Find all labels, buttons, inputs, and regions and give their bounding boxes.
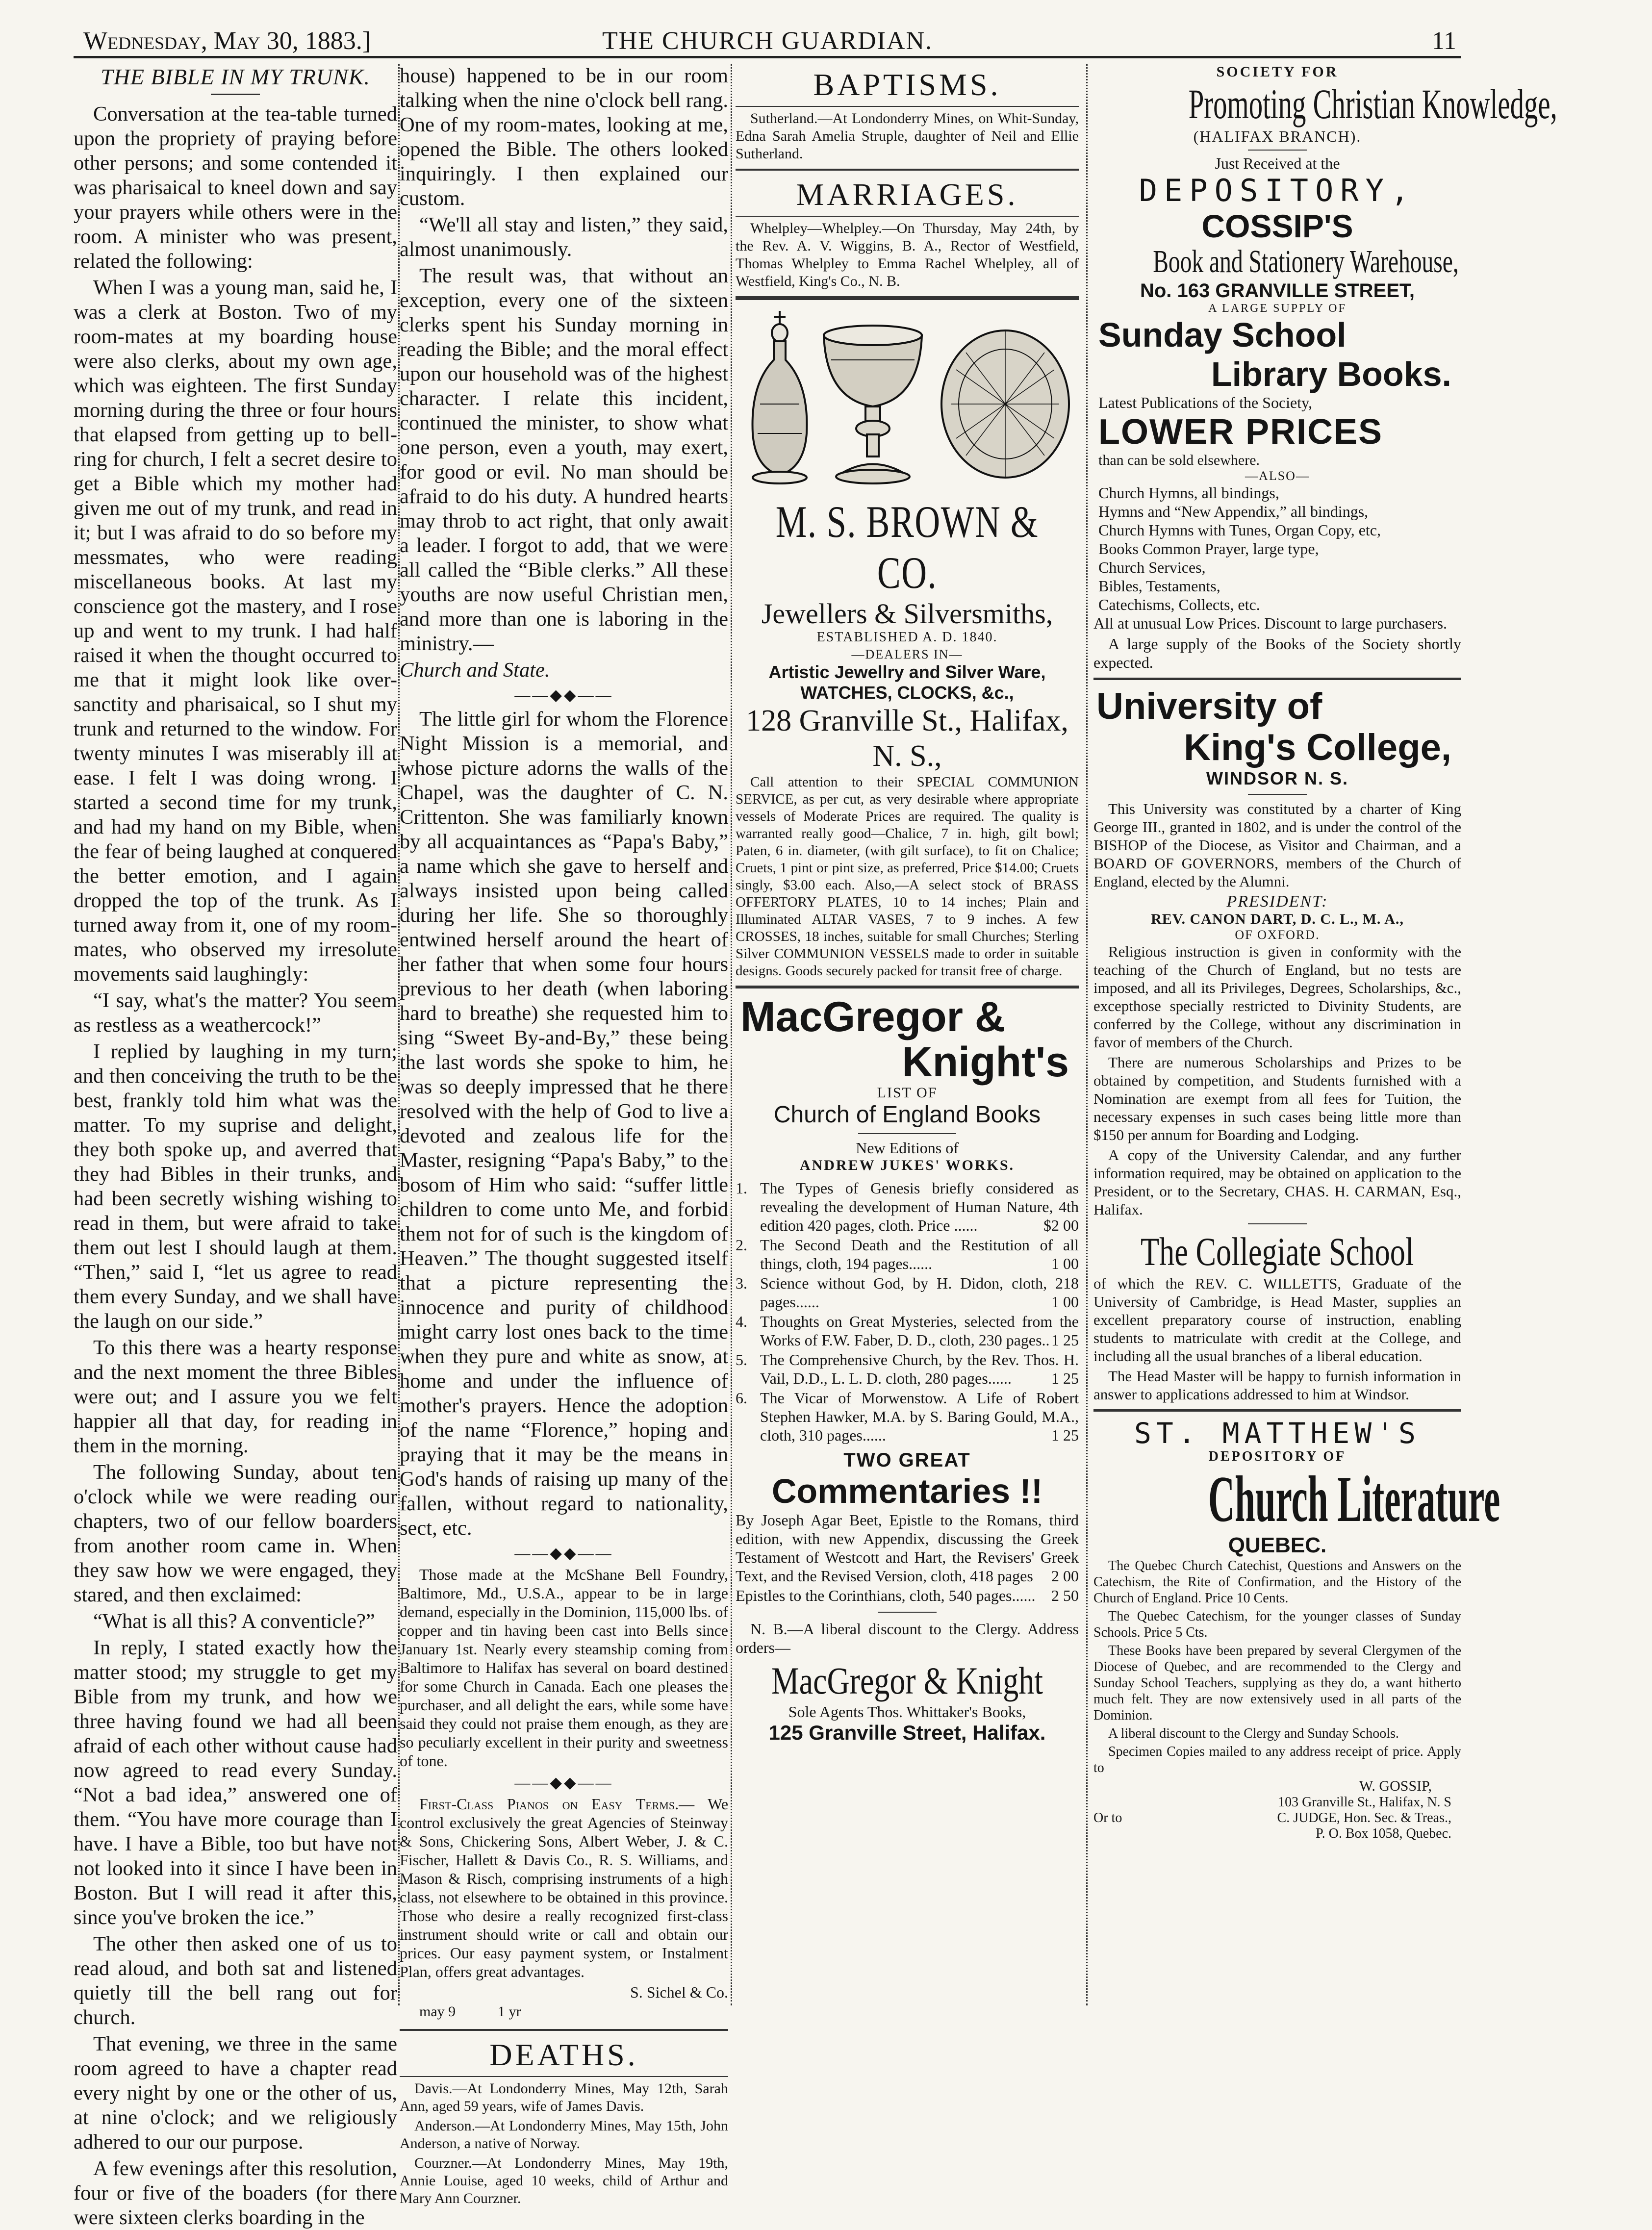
divider [736, 106, 1079, 107]
book-number: 2. [736, 1236, 747, 1254]
divider [400, 2076, 728, 2077]
masthead-title: THE CHURCH GUARDIAN. [602, 27, 933, 55]
ornament: ——◆◆—— [514, 1544, 613, 1562]
spck-just: Just Received at the [1215, 154, 1340, 172]
spck-address: No. 163 GRANVILLE STREET, [1140, 280, 1415, 302]
article-paragraph: A few evenings after this resolution, four or five of the boaders (for there were sixteen clerks boarding in the [74, 2157, 397, 2229]
book-title: Science without God, by H. Didon, cloth, 218 pages...... [760, 1274, 1079, 1311]
book-title: The Types of Genesis briefly considered as revealing the development of Human Nature, 4th edition 420 pages, cloth. Price ...... [760, 1179, 1079, 1234]
spck-lower: LOWER PRICES [1098, 412, 1383, 452]
kings-p2: Religious instruction is given in conformity with the teaching of the Church of England, but no tests are imposed, and all its Privileges, Degrees, Scholarships, &c., excepthose specially restricted to Divinity Students, are conferred by the College, without any discrimination in favor of members of the Church. [1093, 943, 1461, 1051]
divider [1248, 794, 1307, 795]
pianos-note-right: 1 yr [498, 2003, 521, 2020]
stmatthew-contact3: C. JUDGE, Hon. Sec. & Treas., [1277, 1810, 1451, 1825]
book-number: 5. [736, 1351, 747, 1368]
stmatthew-heading: ST. MATTHEW'S [1134, 1417, 1421, 1450]
book-number: 1. [736, 1179, 747, 1197]
spck-cossips: COSSIP'S [1201, 208, 1353, 244]
spck-item: Church Hymns, all bindings, [1098, 484, 1279, 502]
kings-president-label: PRESIDENT: [1226, 892, 1328, 911]
macgregor-signature: MacGregor & Knight [771, 1659, 1043, 1702]
article-paragraph: The result was, that without an exception, every one of the sixteen clerks spent his Sunday morning in reading the Bible; and the moral effect upon our household was of the highest character. I relate this incident, continued the minister, to show what one person, even a youth, may exert, for good or evil. No man should be afraid to do his duty. A hundred hearts may throb to act right, that only await a leader. I forgot to add, that we were all called the “Bible clerks.” All these youths are now useful Christian men, and more than one is laboring in the ministry.— [400, 264, 728, 655]
book-item [736, 1236, 1079, 1273]
masthead-date: Wednesday, May 30, 1883.] [83, 27, 371, 55]
collegiate-p2: The Head Master will be happy to furnish information in answer to applications addressed to him at Windsor. [1093, 1368, 1461, 1403]
book-title: The Comprehensive Church, by the Rev. Thos. H. Vail, D.D., L. L. D. cloth, 280 pages...... [760, 1351, 1079, 1387]
article-paragraph: I replied by laughing in my turn; and then conceiving the truth to be the best, frankly told him what was the matter. To my suprise and delight, they both spoke up, and averred that they had Bibles in their trunks, and had been secretly wishing wishing to read in them, but were afraid to take them out lest I should laugh at them. “Then,” said I, “let us agree to read them every Sunday, and we shall have the laugh on our side.” [74, 1040, 397, 1333]
death-entry: Courzner.—At Londonderry Mines, May 19th, Annie Louise, aged 10 weeks, child of Arthur and Mary Ann Courzner. [400, 2155, 728, 2206]
column-3 [736, 64, 1079, 2005]
collegiate-p1: of which the REV. C. WILLETTS, Graduate of the University of Cambridge, is Head Master, supplies an excellent preparatory course of instruction, enabling students to matriculate with credit at the College, and including all the usual branches of a liberal education. [1093, 1275, 1461, 1365]
divider [1093, 1409, 1461, 1412]
bells-paragraph: Those made at the McShane Bell Foundry, Baltimore, Md., U.S.A., appear to be in large demand, especially in the Dominion, 115,000 lbs. of copper and tin having been cast into Bells since January 1st. Nearly every steamship coming from Baltimore to Halifax has several on board destined for some Church in Canada. Each one pleases the purchaser, and all delight the ears, while some have said they could not praise them enough, as they are so peculiarly excellent in their purity and sweetness of tone. [400, 1566, 728, 1770]
book-number: 3. [736, 1274, 747, 1292]
kings-p4: A copy of the University Calendar, and any further information required, may be obtained on application to the President, or to the Secretary, CHAS. H. CARMAN, Esq., Halifax. [1093, 1146, 1461, 1218]
divider [211, 94, 260, 95]
baptism-entry: Sutherland.—At Londonderry Mines, on Whit-Sunday, Edna Sarah Amelia Struple, daughter of Neil and Ellie Sutherland. [736, 110, 1079, 162]
article-paragraph: The other then asked one of us to read aloud, and both sat and listened quietly till the bell rang out for church. [74, 1932, 397, 2029]
marriage-entry: Whelpley—Whelpley.—On Thursday, May 24th, by the Rev. A. V. Wiggins, B. A., Rector of Westfield, Thomas Whelpley to Emma Rachel Whelpley, all of Westfield, King's Co., N. B. [736, 220, 1079, 289]
spck-branch: (HALIFAX BRANCH). [1193, 127, 1362, 145]
book-title: The Second Death and the Restitution of all things, cloth, 194 pages...... [760, 1236, 1079, 1272]
spck-latest: Latest Publications of the Society, [1098, 394, 1313, 411]
pianos-paragraph: We control exclusively the great Agencies of Steinway & Sons, Chickering Sons, Albert Weber, J. & C. Fischer, Hallett & Davis Co., R. S. Williams, and Mason & Risch, comprising instruments of a high class, not elsewhere to be obtained in this province. Those who desire a really recognized first-class instrument should write or call and obtain our prices. Our easy payment system, or Instalment Plan, offers great advantages. [400, 1795, 729, 1980]
spck-society-for: SOCIETY FOR [1216, 64, 1339, 80]
stmatthew-place: QUEBEC. [1228, 1533, 1327, 1557]
macgregor-editions: New Editions of [856, 1139, 959, 1157]
spck-library: Library Books. [1211, 355, 1451, 393]
book-price: 1 00 [1051, 1293, 1079, 1311]
article-paragraph: “What is all this? A conventicle?” [93, 1610, 375, 1633]
spck-item: Books Common Prayer, large type, [1098, 540, 1319, 558]
article-source: Church and State. [400, 659, 550, 682]
divider [736, 169, 1079, 171]
book-title: The Vicar of Morwenstow. A Life of Robert Stephen Hawker, M.A. by S. Baring Gould, M.A., cloth, 310 pages...... [760, 1389, 1079, 1444]
florence-paragraph: The little girl for whom the Florence Night Mission is a memorial, and whose picture adorns the walls of the Chapel, was the daughter of C. N. Crittenton. She was familiarly known by all acquaintances as “Papa's Baby,” a name which she gave to herself and always insisted upon being called during her life. She so thoroughly entwined herself around the heart of her father that when some four hours previous to her death (when laboring hard to breathe) she requested him to sing “Sweet By-and-By,” these being the last words she spoke to him, he was so deeply impressed that he there resolved with the help of God to live a devoted and zealous life for the Master, resigning “Papa's Baby,” to the bosom of Him who said: “suffer little children to come unto Me, and forbid them not for of such is the kingdom of Heaven.” The thought suggested itself that a picture representing the innocence and purity of childhood might carry lost ones back to the time when they pure and white as snow, at home and under the influence of mother's prayers. Hence the adoption of the name “Florence,” hoping and praying that it may be the means in God's hands of raising up many of the fallen, without regard to nationality, sect, etc. [400, 708, 728, 1540]
brown-established: ESTABLISHED A. D. 1840. [816, 630, 998, 645]
pianos-lead: First-Class Pianos on Easy Terms.— [419, 1795, 695, 1813]
macgregor-agents: Sole Agents Thos. Whittaker's Books, [788, 1703, 1026, 1721]
spck-bookware: Book and Stationery Warehouse, [1153, 244, 1459, 279]
book-item [736, 1389, 1079, 1444]
book-list [736, 1179, 1079, 1444]
ornament: ——◆◆—— [514, 686, 613, 704]
column-4 [1093, 64, 1557, 2005]
book-title: Thoughts on Great Mysteries, selected from the Works of F.W. Faber, D. D., cloth, 230 pages.. [760, 1313, 1079, 1349]
spck-sunday: Sunday School [1098, 316, 1347, 354]
two-great: TWO GREAT [843, 1449, 971, 1471]
article-paragraph: In reply, I stated exactly how the matter stood; my struggle to get my Bible from my trunk, and how we three having found we had all been afraid of each other without cause had now agreed to read every Sunday. “Not a bad idea,” answered one of them. “You have more courage than I have. I have a Bible, too but have not not looked into it since I have been in Boston. But I will read it after this, since you've broken the ice.” [74, 1636, 397, 1929]
page-number: 11 [1431, 27, 1456, 55]
book-number: 6. [736, 1389, 747, 1407]
article-paragraph: “I say, what's the matter? You seem as restless as a weathercock!” [74, 989, 397, 1037]
kings-p1: This University was constituted by a charter of King George III., granted in 1802, and is under the control of the BISHOP of the Diocese, as Visitor and Chairman, and a BOARD OF GOVERNORS, members of the Church of England, elected by the Alumni. [1093, 800, 1461, 890]
commentary2-price: 2 50 [1051, 1587, 1079, 1604]
spck-large: A LARGE SUPPLY OF [1208, 302, 1347, 315]
masthead [74, 25, 1461, 58]
article-paragraph: That evening, we three in the same room agreed to have a chapter read every night by one or the other of us, at nine o'clock; and we religiously adhered to our our purpose. [74, 2032, 397, 2154]
commentary-text: By Joseph Agar Beet, Epistle to the Romans, third edition, with new Appendix, discussing the Greek Testament of Westcott and Hart, the Revisers' Greek Text, and the Revised Version, cloth, 418 pages [736, 1511, 1079, 1585]
book-item [736, 1312, 1079, 1349]
stmatthew-contact2: 103 Granville St., Halifax, N. S [1278, 1795, 1451, 1810]
stmatthew-depository: DEPOSITORY OF [1208, 1449, 1347, 1464]
death-entry: Davis.—At Londonderry Mines, May 12th, Sarah Ann, aged 59 years, wife of James Davis. [400, 2080, 728, 2114]
article-paragraph: “We'll all stay and listen,” they said, almost unanimously. [400, 213, 728, 261]
stmatthew-lit: Church Literature [1208, 1463, 1500, 1535]
pianos-note-left: may 9 [419, 2003, 456, 2020]
spck-depository: DEPOSITORY, [1139, 173, 1416, 208]
pianos-signature: S. Sichel & Co. [630, 1983, 728, 2001]
deaths-heading: DEATHS. [489, 2037, 638, 2072]
macgregor-subject: Church of England Books [773, 1102, 1041, 1128]
divider [858, 1133, 956, 1134]
spck-item: Catechisms, Collects, etc. [1098, 596, 1260, 613]
book-price: $2 00 [1043, 1216, 1079, 1234]
macgregor-name2: Knight's [902, 1039, 1069, 1086]
article-paragraph: Conversation at the tea-table turned upon the propriety of praying before other persons; and some contended it was pharisaical to kneel down and say your prayers while others were in the room. A minister who was present, related the following: [74, 102, 397, 273]
book-price: 1 25 [1051, 1331, 1079, 1349]
marriages-heading: MARRIAGES. [796, 177, 1018, 212]
brown-line2: WATCHES, CLOCKS, &c., [800, 683, 1014, 703]
spck-item: Hymns and “New Appendix,” all bindings, [1098, 503, 1369, 520]
spck-promoting: Promoting Christian Knowledge, [1188, 80, 1557, 127]
book-number: 4. [736, 1313, 747, 1330]
article-paragraph: To this there was a hearty response and the next moment the three Bibles were out; and I assure you we felt happier all that day, for reading in them in the morning. [74, 1336, 397, 1457]
brown-dealers: —DEALERS IN— [851, 647, 963, 661]
divider [1093, 678, 1461, 680]
brown-name: M. S. BROWN & CO. [775, 497, 1039, 598]
macgregor-note: N. B.—A liberal discount to the Clergy. Address orders— [736, 1620, 1079, 1656]
commentary2-text: Epistles to the Corinthians, cloth, 540 pages...... [736, 1587, 1036, 1604]
stmatthew-p2: The Quebec Catechism, for the younger classes of Sunday Schools. Price 5 Cts. [1093, 1609, 1461, 1640]
divider [736, 296, 1079, 300]
macgregor-name1: MacGregor & [740, 993, 1006, 1040]
kings-p3: There are numerous Scholarships and Prizes to be obtained by competition, and Students furnished with a Nomination are exempt from all fees for Tuition, the necessary expenses in such cases being little more than $150 per annum for Boarding and Lodging. [1093, 1054, 1461, 1143]
kings-place: WINDSOR N. S. [1206, 768, 1348, 788]
divider [736, 986, 1079, 988]
stmatthew-p3: These Books have been prepared by several Clergymen of the Diocese of Quebec, and are recommended to the Clergy and Sunday School Teachers, supplying as they do, a want hitherto much felt. They are now extensively used in all parts of the Dominion. [1093, 1643, 1461, 1723]
stmatthew-p5: Specimen Copies mailed to any address receipt of price. Apply to [1093, 1744, 1461, 1775]
spck-supply: A large supply of the Books of the Society shortly expected. [1093, 635, 1461, 671]
column-rule [1086, 64, 1088, 2005]
ornament: ——◆◆—— [514, 1774, 613, 1791]
article-paragraph: When I was a young man, said he, I was a clerk at Boston. Two of my room-mates at my boarding house were also clerks, about my own age, which was eighteen. The first Sunday morning during the three or four hours that elapsed from getting up to bell-ring for church, I felt a secret desire to get a Bible which my mother had given me out of my trunk, and read in it; but I was afraid to do so before my messmates, who were reading miscellaneous books. At last my conscience got the mastery, and I rose up and went to my trunk. I had half raised it when the thought occurred to me that it might look like over-sanctity and pharisaical, so I shut my trunk and returned to the window. For twenty minutes I was miserably ill at ease. I felt I was doing wrong. I started a second time for my trunk, and had my hand on my Bible, when the fear of being laughed at conquered the better emotion, and I again dropped the top of the trunk. As I turned away from it, one of my room-mates, who observed my irresolute movements said laughingly: [74, 276, 397, 986]
kings-university: University of [1096, 685, 1322, 727]
spck-low: All at unusual Low Prices. Discount to large purchasers. [1093, 614, 1448, 632]
death-entry: Anderson.—At Londonderry Mines, May 15th, John Anderson, a native of Norway. [400, 2118, 728, 2152]
stmatthew-contact4: P. O. Box 1058, Quebec. [1316, 1826, 1451, 1841]
book-price: 1 25 [1051, 1426, 1079, 1444]
book-item [736, 1179, 1079, 1235]
kings-president: REV. CANON DART, D. C. L., M. A., [1151, 911, 1404, 927]
brown-trade: Jewellers & Silversmiths, [761, 598, 1053, 630]
brown-address: 128 Granville St., Halifax, N. S., [746, 704, 1068, 773]
stmatthew-p1: The Quebec Church Catechist, Questions and Answers on the Catechism, the Rite of Confirmation, and the History of the Church of England. Price 10 Cents. [1093, 1558, 1461, 1606]
kings-oxford: OF OXFORD. [1235, 928, 1320, 942]
brown-line1: Artistic Jewellry and Silver Ware, [768, 662, 1046, 682]
spck-item: Church Services, [1098, 558, 1206, 576]
article-title: THE BIBLE IN MY TRUNK. [101, 64, 370, 89]
divider [736, 216, 1079, 217]
spck-item-list [1093, 483, 1461, 614]
spck-item: Bibles, Testaments, [1098, 577, 1220, 595]
book-item [736, 1274, 1079, 1311]
divider [400, 2029, 728, 2031]
spck-than: than can be sold elsewhere. [1098, 452, 1260, 468]
commentary-price: 2 00 [1051, 1567, 1079, 1585]
divider [878, 1612, 937, 1613]
spck-item: Church Hymns with Tunes, Organ Copy, etc, [1098, 521, 1381, 539]
divider [1248, 1223, 1307, 1224]
book-price: 1 25 [1051, 1369, 1079, 1387]
column-1 [74, 64, 397, 2229]
collegiate-heading: The Collegiate School [1141, 1229, 1414, 1274]
stmatthew-p4: A liberal discount to the Clergy and Sunday Schools. [1108, 1726, 1399, 1741]
commentaries-heading: Commentaries !! [771, 1472, 1043, 1510]
macgregor-author: ANDREW JUKES' WORKS. [799, 1157, 1015, 1173]
macgregor-listof: LIST OF [877, 1085, 938, 1101]
kings-college: King's College, [1184, 727, 1451, 768]
column-2 [400, 64, 729, 2206]
spck-also: —ALSO— [1245, 469, 1310, 483]
baptisms-heading: BAPTISMS. [813, 67, 1001, 102]
macgregor-address: 125 Granville Street, Halifax. [768, 1721, 1046, 1744]
book-price: 1 00 [1051, 1255, 1079, 1272]
divider [1248, 150, 1307, 151]
stmatthew-contact1: W. GOSSIP, [1359, 1778, 1432, 1794]
article-paragraph: The following Sunday, about ten o'clock while we were reading our chapters, two of our fellow boarders from another room came in. When they saw how we were engaged, they stared, and then exclaimed: [74, 1461, 397, 1606]
brown-body: Call attention to their SPECIAL COMMUNION SERVICE, as per cut, as very desirable where appropriate vessels of Moderate Prices are required. The quality is warranted really good—Chalice, 7 in. high, gilt bowl; Paten, 6 in. diameter, (with gilt surface), to fit on Chalice; Cruets, 1 pint or pint size, as preferred, Price $14.00; Cruets singly, $3.00 each. Also,—A select stock of BRASS OFFERTORY PLATES, 10 to 14 inches; Plain and Illuminated ALTAR VASES, 7 to 9 inches. A few CROSSES, 18 inches, suitable for small Churches; Sterling Silver COMMUNION VESSELS made to order in suitable designs. Goods securely packed for transit free of charge. [736, 774, 1079, 979]
column-rule [731, 64, 732, 2005]
stmatthew-or: Or to [1093, 1810, 1122, 1825]
article-paragraph: house) happened to be in our room talking when the nine o'clock bell rang. One of my room-mates, looking at me, opened the Bible. The others looked inquiringly. I then explained our custom. [400, 64, 728, 210]
book-item [736, 1350, 1079, 1388]
communion-service-illustration [740, 306, 1074, 492]
